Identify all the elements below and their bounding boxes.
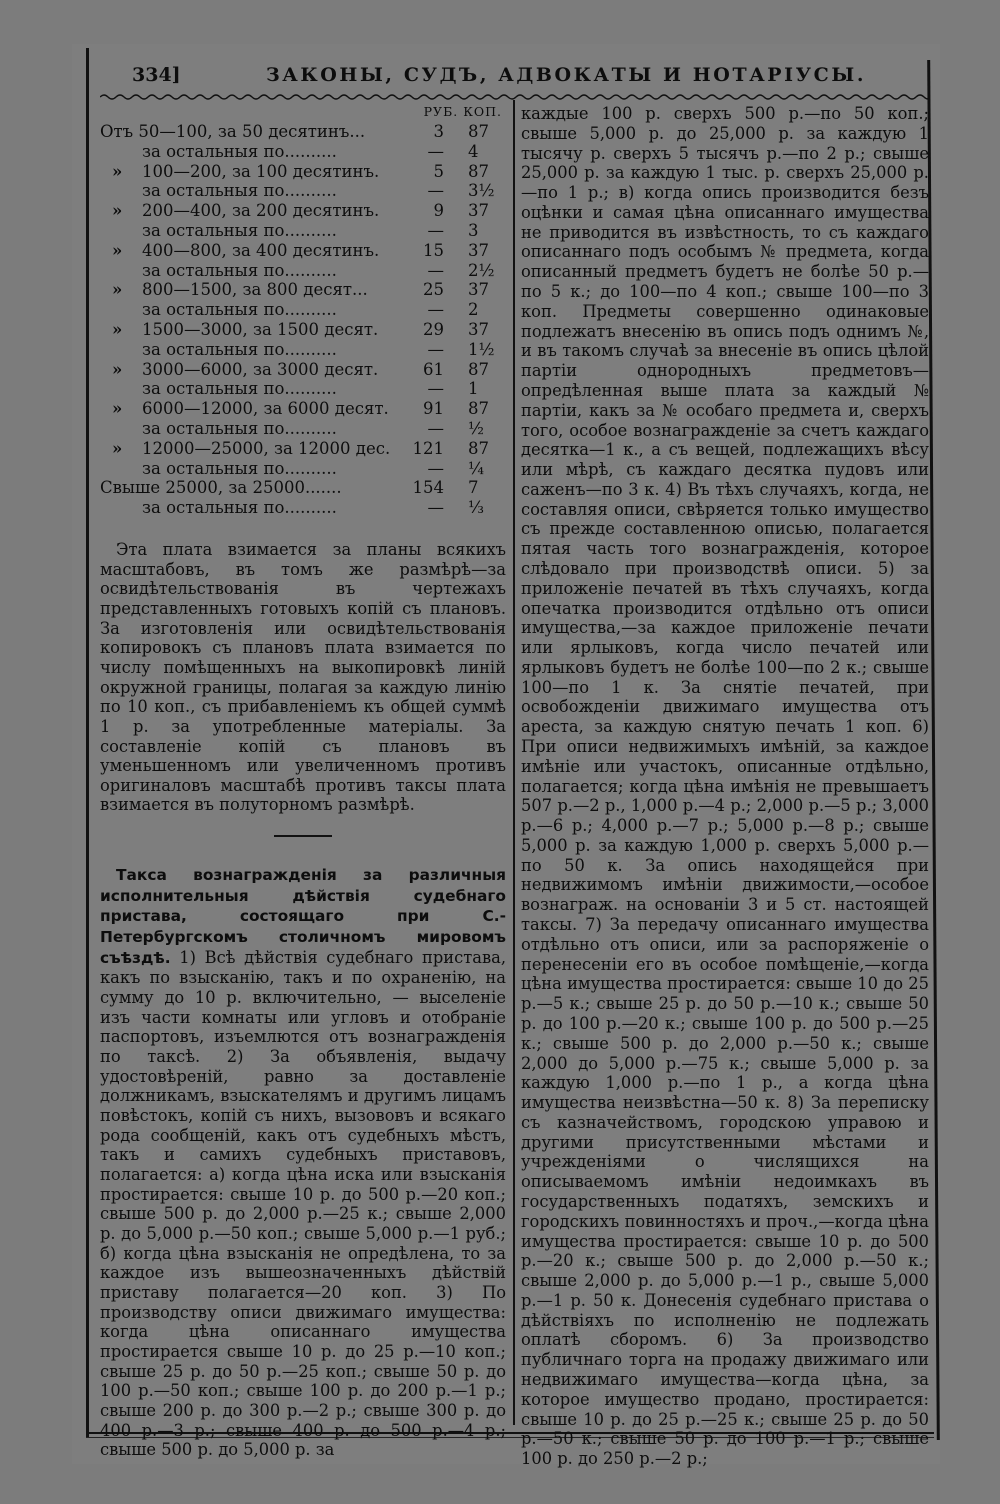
left-paragraph [100,540,506,815]
row-rubles: 29 [423,319,444,339]
table-row [100,122,506,142]
row-rubles: — [427,498,444,518]
page-header [96,58,926,94]
row-kopecks: 3 [468,220,479,240]
table-row [100,162,506,182]
row-kopecks: ½ [468,418,484,438]
row-rubles: — [427,418,444,438]
row-label: за остальныя по.......... [142,458,337,478]
row-kopecks: 3½ [468,181,495,201]
table-row [100,280,506,300]
row-rubles: 61 [423,359,444,379]
row-rubles: — [427,181,444,201]
table-row [100,320,506,340]
row-label: 800—1500, за 800 десят... [142,280,368,300]
row-kopecks: 87 [468,122,489,141]
row-rubles: 9 [433,201,444,221]
row-kopecks: 37 [468,319,489,339]
ditto-mark: » [112,399,123,419]
row-kopecks: 1½ [468,339,495,359]
row-label: за остальныя по.......... [142,300,337,320]
table-row [100,498,506,518]
left-paragraph-text: Эта плата взимается за планы всякихъ масштабовъ, въ томъ же размѣрѣ—за освидѣтельствованія въ чертежахъ представленныхъ готовыхъ копій съ плановъ. За изготовленія или освидѣтельствованія копировокъ съ плановъ плата взимается по числу помѣщенныхъ на выкопировкѣ линій окружной границы, полагая за каждую линію по 10 коп., съ прибавленіемъ къ общей суммѣ 1 р. за употребленные матеріалы. За составленіе копій съ плановъ въ уменьшенномъ или увеличенномъ противъ оригиналовъ масштабѣ противъ таксы плата взимается въ полуторномъ размѣрѣ. [100,539,506,815]
row-kopecks: 87 [468,161,489,181]
table-row [100,478,506,498]
row-kopecks: 87 [468,438,489,458]
table-row [100,201,506,221]
row-label: за остальныя по.......... [142,181,337,201]
row-kopecks: 87 [468,359,489,379]
row-rubles: — [427,220,444,240]
table-row [100,379,506,399]
table-row [100,300,506,320]
ditto-mark: » [112,319,123,339]
row-label: 100—200, за 100 десятинъ. [142,161,380,181]
row-kopecks: 37 [468,201,489,221]
table-row [100,241,506,261]
row-rubles: — [427,300,444,320]
row-kopecks: ¼ [468,458,484,478]
row-label: за остальныя по.......... [142,220,337,240]
row-kopecks: 87 [468,399,489,419]
frame-left-rule [86,48,89,1438]
row-label: 1500—3000, за 1500 десят. [142,319,379,339]
row-label: за остальныя по.......... [142,418,337,438]
row-rubles: 15 [423,240,444,260]
table-units-header: РУБ. КОП. [423,104,502,119]
row-label: за остальныя по.......... [142,141,337,161]
row-label: 6000—12000, за 6000 десят. [142,399,389,419]
section-divider [274,835,332,837]
row-rubles: 121 [412,438,444,458]
ditto-mark: » [112,201,123,221]
row-label: Свыше 25000, за 25000....... [100,478,342,498]
table-row [100,142,506,162]
row-rubles: — [427,141,444,161]
section-paragraph [100,865,506,1460]
row-kopecks: 37 [468,240,489,260]
right-column-text: каждые 100 р. сверхъ 500 р.—по 50 коп.; свыше 5,000 р. до 25,000 р. за каждую 1 тысячу р. сверхъ 5 тысячъ р.—по 2 р.; свыше 25,000 р. за каждую 1 тыс. р. сверхъ 25,000 р.—по 1 р.; в) когда опись производится безъ оцѣнки и самая цѣна описаннаго имущества не приводится въ извѣстность, то съ каждаго описаннаго подъ особымъ № предмета, когда описанный предметъ будетъ не болѣе 50 р.—по 5 к.; до 100—по 4 коп.; свыше 100—по 3 коп. Предметы совершенно одинаковые подлежатъ внесенію въ опись подъ однимъ №, и въ такомъ случаѣ за внесеніе въ опись цѣлой партіи однородныхъ предметовъ—опредѣленная выше плата за каждый № партіи, какъ за № особаго предмета и, сверхъ того, особое вознагражденіе за счетъ каждаго десятка—1 к., а съ вещей, подлежащихъ вѣсу или мѣрѣ, съ каждаго десятка пудовъ или саженъ—по 3 к. 4) Въ тѣхъ случаяхъ, когда, не составляя описи, свѣряется только имущество съ прежде составленною описью, полагается пятая часть того вознагражденія, которое слѣдовало при производствѣ описи. 5) за приложеніе печатей въ тѣхъ случаяхъ, когда опечатка производится отдѣльно отъ описи имущества,—за каждое приложеніе печати или ярлыковъ, когда число печатей или ярлыковъ будетъ не болѣе 100—по 2 к.; свыше 100—по 1 к. За снятіе печатей, при освобожденіи движимаго имущества отъ ареста, за каждую снятую печать 1 коп. 6) При описи недвижимыхъ имѣній, за каждое имѣніе или участокъ, описанные отдѣльно, полагается; когда цѣна имѣнія не превышаетъ 507 р.—2 р., 1,000 р.—4 р.; 2,000 р.—5 р.; 3,000 р.—6 р.; 4,000 р.—7 р.; 5,000 р.—8 р.; свыше 5,000 р. за каждую 1,000 р. сверхъ 5,000 р.—по 50 к. За опись находящейся при недвижимомъ имѣніи движимости,—особое вознаграж. на основаніи 3 и 5 ст. настоящей таксы. 7) За передачу описаннаго имущества отдѣльно отъ описи, или за распоряженіе о перенесеніи его въ особое помѣщеніе,—когда цѣна имущества простирается: свыше 10 до 25 р.—5 к.; свыше 25 р. до 50 р.—10 к.; свыше 50 р. до 100 р.—20 к.; свыше 100 р. до 500 р.—25 к.; свыше 500 р. до 2,000 р.—50 к.; свыше 2,000 до 5,000 р.—75 к.; свыше 5,000 р. за каждую 1,000 р.—по 1 р., а когда цѣна имущества неизвѣстна—50 к. 8) За переписку съ казначействомъ, городскою управою и другими присутственными мѣстами и учрежденіями о числящихся на описываемомъ имѣніи недоимкахъ въ государственныхъ податяхъ, земскихъ и городскихъ повинностяхъ и проч.,—когда цѣна имущества простирается: свыше 10 р. до 500 р.—20 к.; свыше 500 р. до 2,000 р.—50 к.; свыше 2,000 р. до 5,000 р.—1 р., свыше 5,000 р.—1 р. 50 к. Донесенія судебнаго пристава о дѣйствіяхъ по исполненію не подлежать оплатѣ сборомъ. 6) За производство публичнаго торга на продажу движимаго или недвижимаго имущества—когда цѣна, за которое имущество продано, простирается: свыше 10 р. до 25 р.—25 к.; свыше 25 р. до 50 р.—50 к.; свыше 50 р. до 100 р.—1 р.; свыше 100 р. до 250 р.—2 р.; [521,104,929,1469]
table-row [100,439,506,459]
table-row [100,181,506,201]
ditto-mark: » [112,161,123,181]
row-rubles: 91 [423,399,444,419]
table-row [100,340,506,360]
row-rubles: — [427,458,444,478]
row-kopecks: 2½ [468,260,495,280]
row-label: 200—400, за 200 десятинъ. [142,201,380,221]
row-label: Отъ 50—100, за 50 десятинъ... [100,122,366,141]
row-label: за остальныя по.......... [142,339,337,359]
row-label: 12000—25000, за 12000 дес. [142,438,391,458]
row-rubles: 3 [433,122,444,141]
row-rubles: — [427,260,444,280]
fee-table [100,122,506,518]
left-column [100,104,506,1460]
row-rubles: 154 [412,478,444,498]
running-title: ЗАКОНЫ, СУДЪ, АДВОКАТЫ И НОТАРІУСЫ. [266,64,867,86]
ditto-mark: » [112,438,123,458]
row-kopecks: 2 [468,300,479,320]
table-row [100,261,506,281]
row-rubles: 5 [433,161,444,181]
row-label: за остальныя по.......... [142,379,337,399]
section-heading: Такса вознагражденія за различныя исполнительныя дѣйствія судебнаго пристава, состоящаго при С.-Петербургскомъ столичномъ мировомъ съѣздѣ. [100,866,506,967]
ditto-mark: » [112,240,123,260]
column-divider [513,100,515,1425]
row-rubles: 25 [423,280,444,300]
row-kopecks: 37 [468,280,489,300]
right-column [521,104,929,1469]
row-kopecks: 4 [468,141,479,161]
table-row [100,399,506,419]
row-kopecks: 7 [468,478,479,498]
section-text: 1) Всѣ дѣйствія судебнаго пристава, какъ по взысканію, такъ и по охраненію, на сумму до 10 р. включительно, — выселеніе изъ части комнаты или угловъ и отобраніе паспортовъ, изъемлются отъ вознагражденія по таксѣ. 2) За объявленія, выдачу удостовѣреній, равно за доставленіе должникамъ, взыскателямъ и другимъ лицамъ повѣстокъ, копій съ нихъ, вызововъ и всякаго рода сообщеній, какъ отъ судебныхъ мѣстъ, такъ и самихъ судебныхъ приставовъ, полагается: а) когда цѣна иска или взысканія простирается: свыше 10 р. до 500 р.—20 коп.; свыше 500 р. до 2,000 р.—25 к.; свыше 2,000 р. до 5,000 р.—50 коп.; свыше 5,000 р.—1 руб.; б) когда цѣна взысканія не опредѣлена, то за каждое изъ вышеозначенныхъ дѣйствій приставу полагается—20 коп. 3) По производству описи движимаго имущества: когда цѣна описаннаго имущества простирается свыше 10 р. до 25 р.—10 коп.; свыше 25 р. до 50 р.—25 коп.; свыше 50 р. до 100 р.—50 коп.; свыше 100 р. до 200 р.—1 р.; свыше 200 р. до 300 р.—2 р.; свыше 300 р. до 400 р.—3 р.; свыше 400 р. до 500 р.—4 р.; свыше 500 р. до 5,000 р. за [100,947,506,1460]
row-kopecks: 1 [468,379,479,399]
ditto-mark: » [112,359,123,379]
row-label: за остальныя по.......... [142,260,337,280]
row-label: 400—800, за 400 десятинъ. [142,240,380,260]
row-kopecks: ⅓ [468,498,484,518]
table-row [100,459,506,479]
row-label: за остальныя по.......... [142,498,337,518]
page-number: 334] [132,64,181,86]
row-rubles: — [427,339,444,359]
table-row [100,360,506,380]
row-rubles: — [427,379,444,399]
ditto-mark: » [112,280,123,300]
table-row [100,221,506,241]
row-label: 3000—6000, за 3000 десят. [142,359,379,379]
table-row [100,419,506,439]
